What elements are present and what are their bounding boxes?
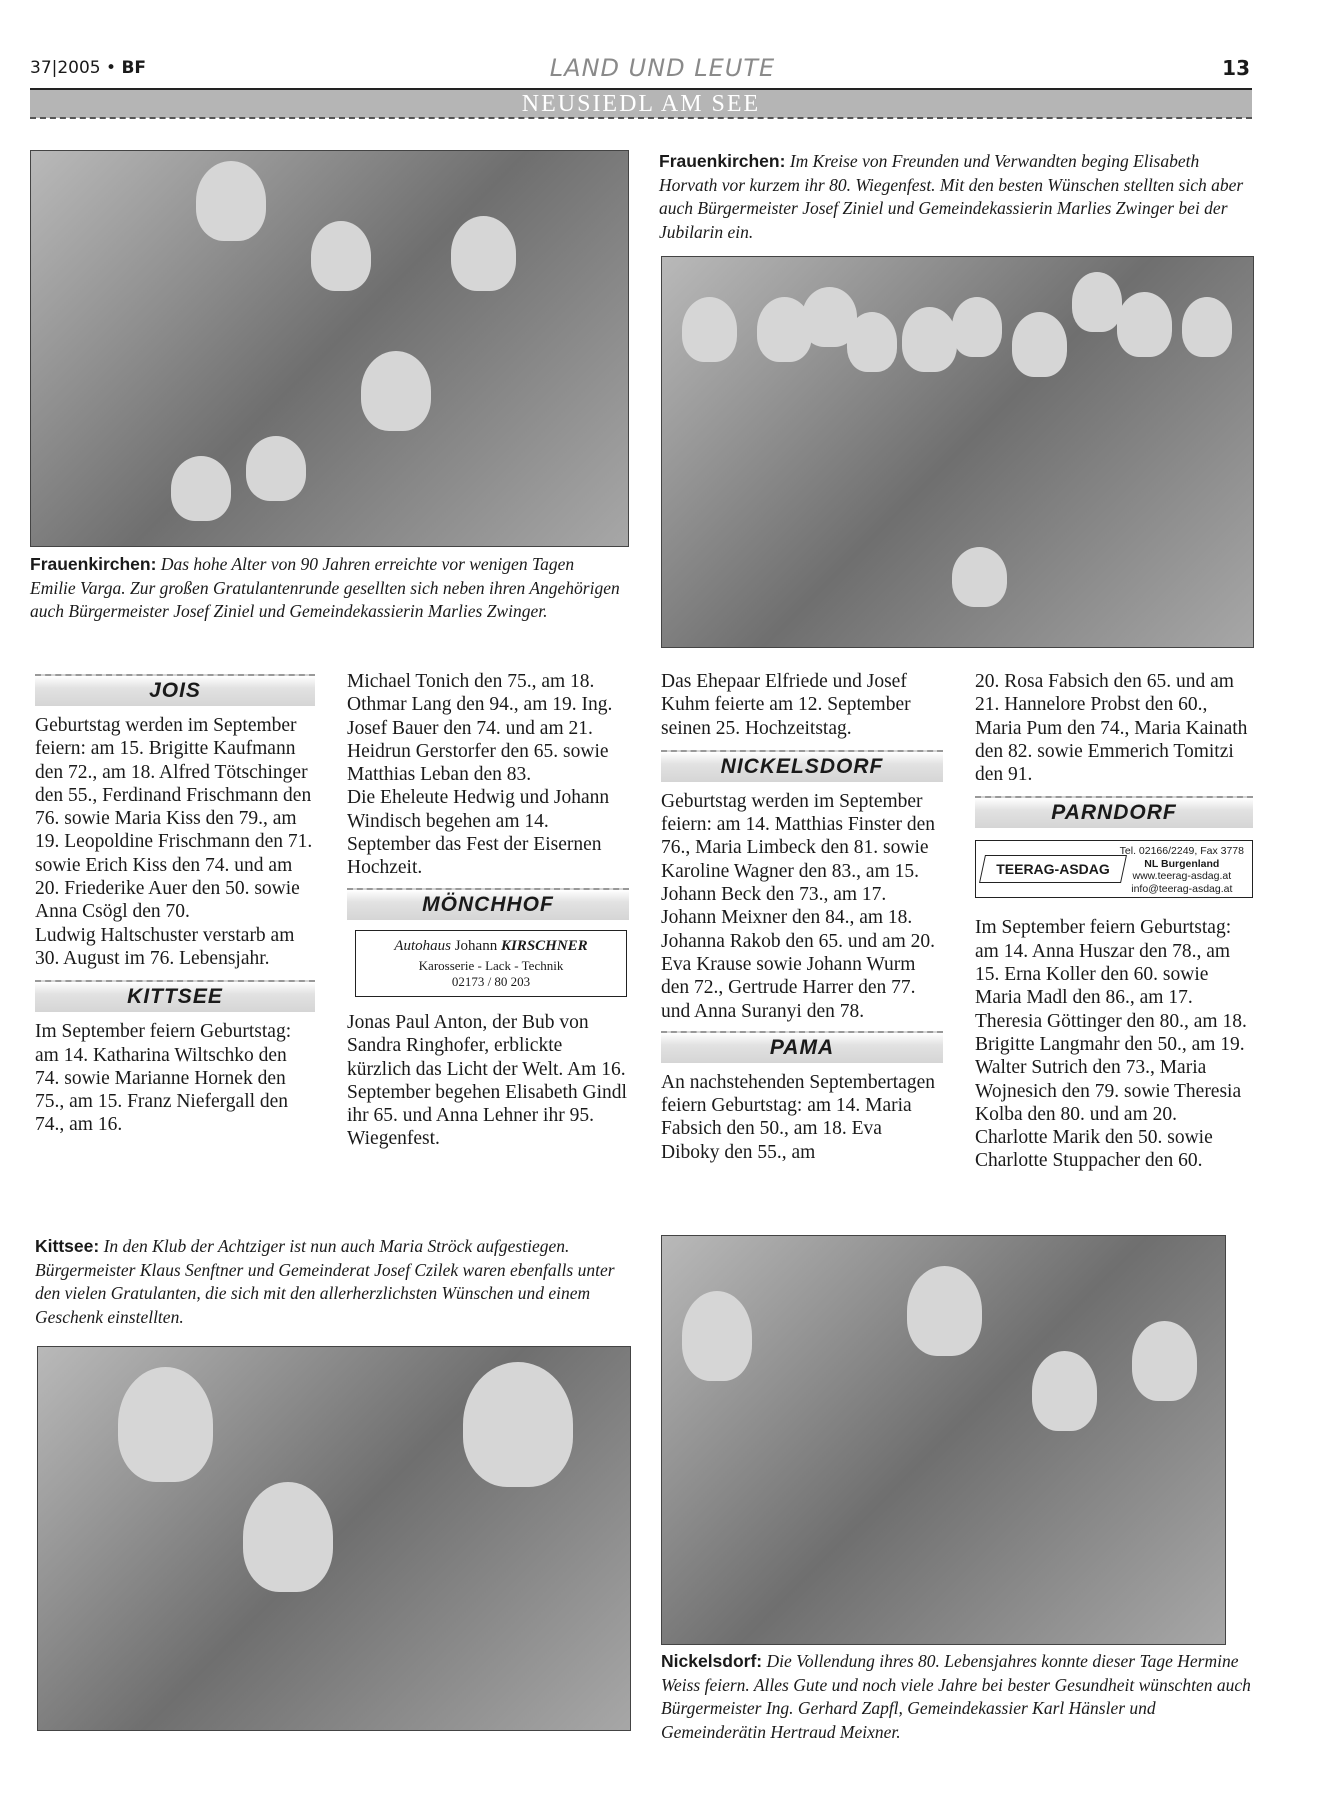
ad-kirschner-services: Karosserie - Lack - Technik: [418, 957, 564, 973]
kittsee-birthdays: Im September feiern Geburtstag: am 14. Katharina Wiltschko den 74. sowie Marianne Hornek den 75., am 15. Franz Niefergall den 74., am 16.: [35, 1021, 292, 1136]
heading-kittsee: KITTSEE: [35, 980, 315, 1012]
heading-pama: PAMA: [661, 1031, 943, 1063]
heading-parndorf: PARNDORF: [975, 796, 1253, 828]
jois-obituary: Ludwig Haltschuster verstarb am 30. August im 76. Lebensjahr.: [35, 924, 295, 969]
ad-kirschner-c: KIRSCHNER: [500, 937, 588, 954]
teerag-logo: [979, 855, 1127, 883]
heading-moenchhof: MÖNCHHOF: [347, 888, 629, 920]
section-title: LAND UND LEUTE: [549, 54, 776, 82]
jois-birthdays: Geburtstag werden im September feiern: am 15. Brigitte Kaufmann den 72., am 18. Alfred Tötschinger den 55., Ferdinand Frischmann den 76. sowie Maria Kiss den 79., am 19. Leopoldine Frischmann den 71. sowie Erich Kiss den 74. und am 20. Friederike Auer den 50. sowie Anna Csögl den 70.: [35, 715, 313, 923]
ad-kirschner-title: [356, 935, 626, 958]
ad-kirschner-phone: 02173 / 80 203: [451, 973, 531, 989]
caption-varga: [30, 553, 620, 624]
ad-teerag-web: www.teerag-asdag.at: [1132, 870, 1232, 883]
column-3: [661, 670, 943, 1164]
teerag-logo-text: TEERAG-ASDAG: [996, 861, 1110, 878]
ad-teerag-mail: info@teerag-asdag.at: [1131, 882, 1233, 895]
caption-horvath: [659, 150, 1251, 244]
caption-text: In den Klub der Achtziger ist nun auch Maria Ströck aufgestiegen. Bürgermeister Klaus Senftner und Gemeinderat Josef Czilek waren ebenfalls unter den vielen Gratulanten, die sich mit den allerherzlichsten Wünschen und einem Geschenk einstellten.: [35, 1236, 615, 1327]
caption-stroeck: [35, 1235, 625, 1329]
column-4: [975, 670, 1253, 1173]
caption-text: Die Vollendung ihres 80. Lebensjahres konnte dieser Tage Hermine Weiss feiern. Alles Gute und noch viele Jahre bei bester Gesundheit wünschten auch Bürgermeister Ing. Gerhard Zapfl, Gemeindekassier Karl Hänsler und Gemeinderätin Hertraud Meixner.: [661, 1651, 1251, 1742]
ad-kirschner: [355, 930, 627, 997]
moenchhof-news: Jonas Paul Anton, der Bub von Sandra Ringhofer, erblickte kürzlich das Licht der Welt. Am 16. September begehen Elisabeth Gindl ihr 65. und Anna Lehner ihr 95. Wiegenfest.: [347, 1011, 627, 1150]
col2-birthdays: Michael Tonich den 75., am 18. Othmar Lang den 94., am 19. Ing. Josef Bauer den 74. und am 21. Heidrun Gerstorfer den 65. sowie Matthias Leban den 83.: [347, 671, 613, 786]
photo-weiss: [661, 1235, 1226, 1645]
bullet: •: [106, 58, 117, 78]
parndorf-birthdays: Im September feiern Geburtstag: am 14. Anna Huszar den 78., am 15. Erna Koller den 60. sowie Maria Madl den 86., am 17. Theresia Göttinger den 80., am 18. Brigitte Langmahr den 50., am 19. Walter Sutrich den 73., Maria Wojnesich den 79. sowie Theresia Kolba den 80. und am 20. Charlotte Marik den 50. sowie Charlotte Stuppacher den 60.: [975, 917, 1247, 1172]
ad-teerag-asdag: [975, 840, 1253, 898]
ad-teerag-branch: NL Burgenland: [1144, 857, 1220, 870]
caption-weiss: [661, 1650, 1253, 1744]
heading-nickelsdorf: NICKELSDORF: [661, 750, 943, 782]
ad-kirschner-b: Johann: [454, 937, 501, 954]
region-band: [30, 88, 1252, 118]
nickelsdorf-birthdays: Geburtstag werden im September feiern: am 14. Matthias Finster den 76., Maria Limbeck den 81. sowie Karoline Wagner den 83., am 15. Johann Beck den 73., am 17. Johann Meixner den 84., am 18. Johanna Rakob den 65. und am 20. Eva Krause sowie Johann Wurm den 72., Gertrude Harrer den 77. und Anna Suranyi den 78.: [661, 790, 936, 1022]
caption-place: Nickelsdorf:: [661, 1651, 763, 1671]
heading-jois: JOIS: [35, 674, 315, 706]
column-2: [347, 670, 629, 1151]
photo-horvath: [661, 256, 1254, 648]
pama-birthdays: An nachstehenden Septembertagen feiern Geburtstag: am 14. Maria Fabsich den 50., am 18. Eva Diboky den 55., am: [661, 1071, 935, 1163]
paper-name: BF: [121, 58, 147, 78]
ad-kirschner-a: Autohaus: [394, 937, 455, 954]
caption-text: Das hohe Alter von 90 Jahren erreichte vor wenigen Tagen Emilie Varga. Zur großen Gratulantenrunde gesellten sich neben ihren Angehörigen auch Bürgermeister Josef Ziniel und Gemeindekassierin Marlies Zwinger.: [30, 554, 620, 621]
ad-teerag-tel: Tel. 02166/2249, Fax 3778: [1119, 845, 1244, 858]
photo-varga: [30, 150, 629, 547]
photo-stroeck: [37, 1346, 631, 1731]
region-band-label: NEUSIEDL AM SEE: [521, 91, 761, 117]
windisch-anniversary: Die Eheleute Hedwig und Johann Windisch begehen am 14. September das Fest der Eisernen Hochzeit.: [347, 787, 610, 879]
caption-text: Im Kreise von Freunden und Verwandten beging Elisabeth Horvath vor kurzem ihr 80. Wiegenfest. Mit den besten Wünschen stellten sich aber auch Bürgermeister Josef Ziniel und Gemeindekassierin Marlies Zwinger bei der Jubilarin ein.: [659, 151, 1244, 242]
issue-number: 37|2005: [30, 58, 101, 78]
page-number: 13: [1222, 56, 1250, 80]
header-divider: [30, 117, 1252, 119]
caption-place: Kittsee:: [35, 1236, 100, 1256]
kuhm-anniversary: Das Ehepaar Elfriede und Josef Kuhm feierte am 12. September seinen 25. Hochzeitstag.: [661, 671, 911, 739]
column-1: [35, 668, 315, 1137]
ad-teerag-info: [1120, 845, 1244, 895]
pama-birthdays-cont: 20. Rosa Fabsich den 65. und am 21. Hannelore Probst den 60., Maria Pum den 74., Maria Kainath den 82. sowie Emmerich Tomitzi den 91.: [975, 671, 1248, 786]
caption-place: Frauenkirchen:: [30, 554, 157, 574]
caption-place: Frauenkirchen:: [659, 151, 786, 171]
